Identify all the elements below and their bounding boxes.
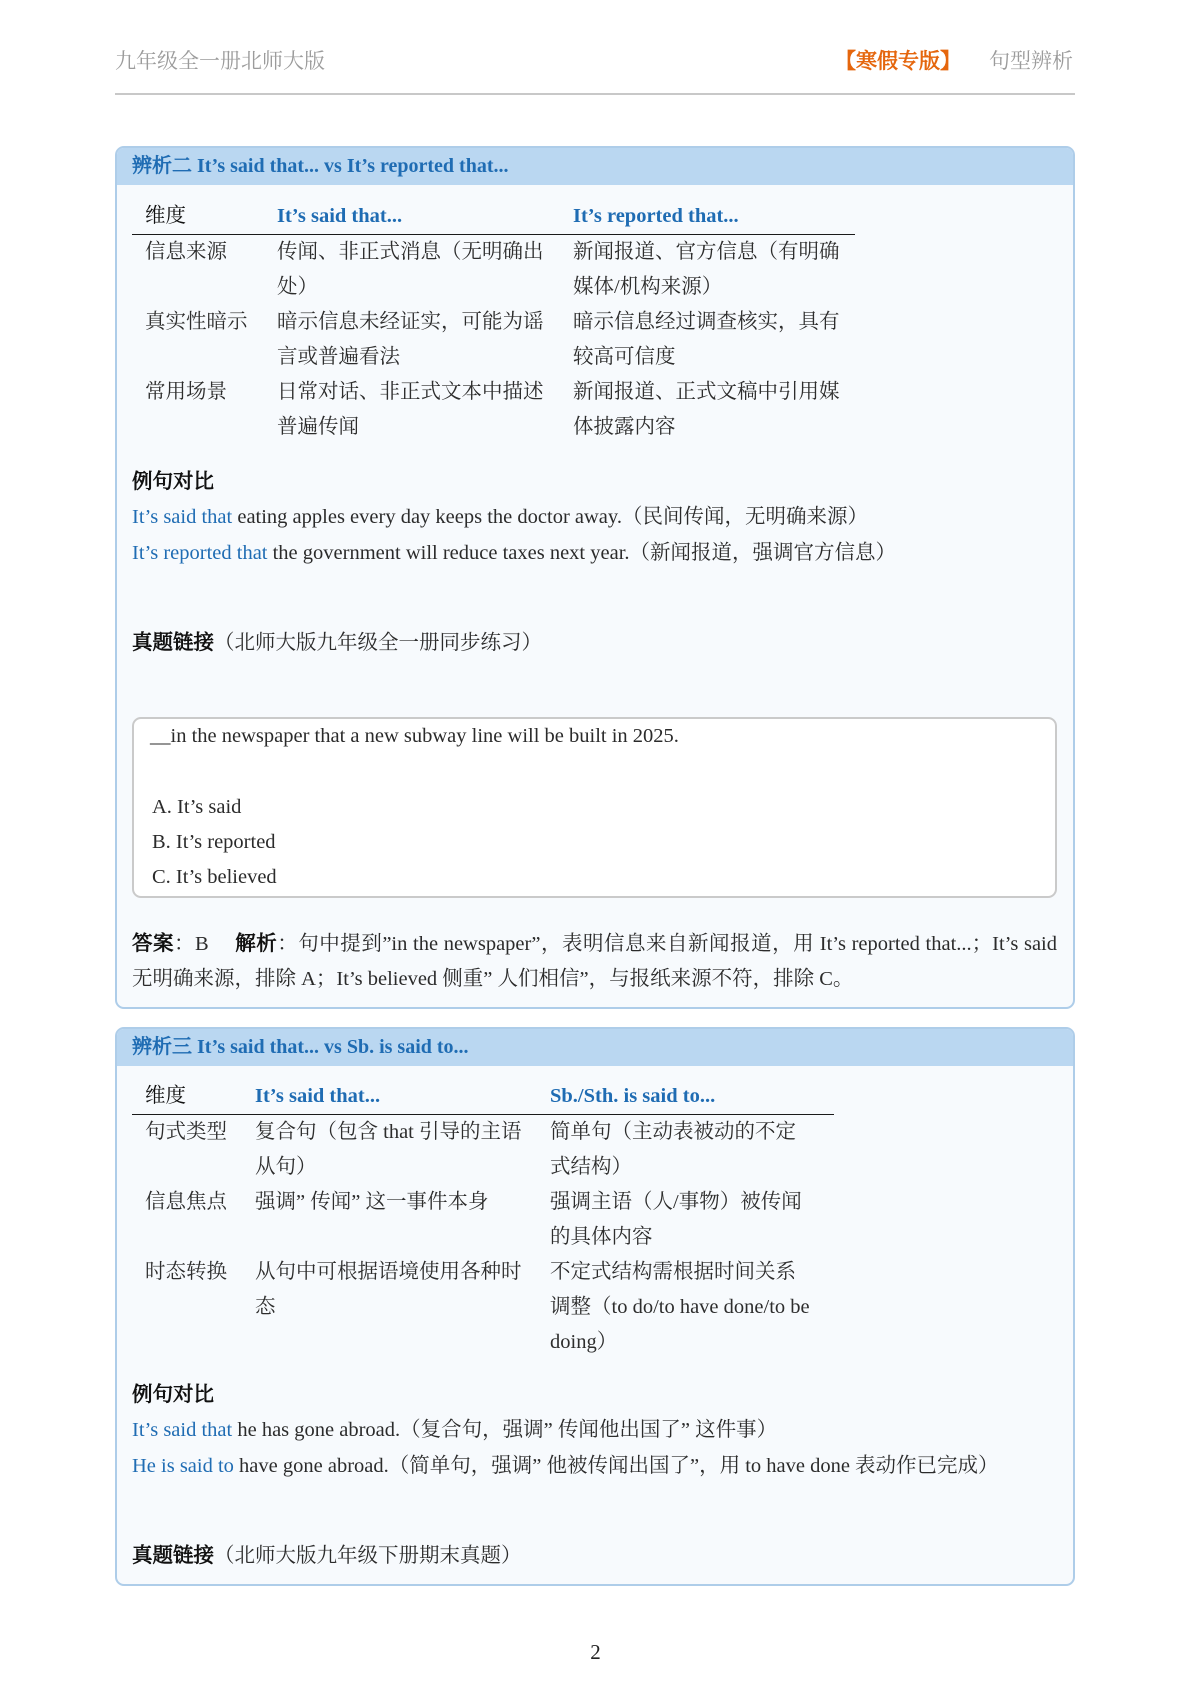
table-cell: 暗示信息未经证实，可能为谣言或普遍看法 [277, 311, 544, 368]
box-title: 辨析三 It’s said that... vs Sb. is said to... [132, 1036, 469, 1058]
book-title: 九年级全一册北师大版 [115, 49, 325, 73]
answer-explanation [132, 927, 1057, 997]
analysis-text: ：句中提到”in the newspaper”，表明信息来自新闻报道，用 It’s reported that...；It’s said 无明确来源，排除 A；It’s believed 侧重” 人们相信”，与报纸来源不符，排除 C。 [132, 933, 1057, 990]
answer-value: ：B [174, 933, 209, 955]
box-title-band [117, 1029, 1073, 1066]
box-title: 辨析二 It’s said that... vs It’s reported that... [132, 155, 509, 177]
table-header-col3: Sb./Sth. is said to... [550, 1080, 834, 1115]
table-header-col2: It’s said that... [277, 200, 573, 235]
table-header-col2: It’s said that... [255, 1080, 550, 1115]
table-header-dimension: 维度 [132, 1080, 255, 1115]
analysis-box-2 [115, 146, 1075, 1009]
example-sentence [132, 1413, 999, 1449]
example-text: the government will reduce taxes next year.（新闻报道，强调官方信息） [267, 541, 897, 564]
section-name: 句型辨析 [989, 49, 1073, 73]
table-cell: 强调主语（人/事物）被传闻的具体内容 [550, 1191, 802, 1248]
table-cell: 强调” 传闻” 这一事件本身 [255, 1191, 489, 1213]
examples-heading: 例句对比 [132, 471, 214, 493]
analysis-box-3 [115, 1027, 1075, 1586]
example-sentence [132, 1449, 999, 1485]
table-cell: 新闻报道、官方信息（有明确媒体/机构来源） [573, 241, 840, 298]
table-cell-dimension: 信息焦点 [145, 1191, 227, 1213]
example-key-phrase: It’s said that [132, 1419, 233, 1441]
table-cell: 暗示信息经过调查核实，具有较高可信度 [573, 311, 840, 368]
exam-link [132, 626, 542, 661]
exam-link-label: 真题链接 [132, 1545, 214, 1567]
question-options [152, 790, 277, 895]
table-cell-dimension: 常用场景 [145, 381, 227, 403]
example-sentence [132, 500, 896, 536]
example-key-phrase: He is said to [132, 1454, 234, 1477]
example-key-phrase: It’s reported that [132, 541, 268, 564]
exam-link-label: 真题链接 [132, 632, 214, 654]
comparison-table [132, 200, 855, 445]
table-cell: 日常对话、非正式文本中描述普遍传闻 [277, 381, 544, 438]
option-b: B. It’s reported [152, 831, 276, 853]
exam-link-source: （北师大版九年级全一册同步练习） [214, 632, 542, 654]
table-cell-dimension: 真实性暗示 [145, 311, 248, 333]
example-sentences [132, 1413, 999, 1484]
table-cell-dimension: 信息来源 [145, 241, 227, 263]
exam-link-source: （北师大版九年级下册期末真题） [214, 1545, 522, 1567]
table-cell-dimension: 句式类型 [145, 1121, 227, 1143]
table-cell: 不定式结构需根据时间关系调整（to do/to have done/to be doing） [550, 1261, 810, 1353]
table-cell: 从句中可根据语境使用各种时态 [255, 1261, 522, 1318]
header-divider [115, 93, 1075, 95]
example-key-phrase: It’s said that [132, 506, 233, 528]
question-stem: __in the newspaper that a new subway line will be built in 2025. [150, 725, 679, 747]
exam-link [132, 1539, 522, 1574]
comparison-table [132, 1080, 834, 1360]
example-text: he has gone abroad.（复合句，强调” 传闻他出国了” 这件事） [232, 1419, 778, 1441]
example-sentences [132, 500, 896, 571]
page-number: 2 [590, 1640, 601, 1664]
question-card [132, 717, 1057, 898]
option-a: A. It’s said [152, 796, 242, 818]
table-header-dimension: 维度 [132, 200, 277, 235]
example-text: eating apples every day keeps the doctor away.（民间传闻，无明确来源） [232, 506, 868, 528]
example-sentence [132, 536, 896, 572]
box-title-band [117, 148, 1073, 185]
option-c: C. It’s believed [152, 866, 277, 888]
table-cell-dimension: 时态转换 [145, 1261, 227, 1283]
table-cell: 简单句（主动表被动的不定式结构） [550, 1121, 796, 1178]
answer-label: 答案 [132, 933, 175, 955]
edition-badge: 【寒假专版】 [835, 49, 961, 73]
examples-heading: 例句对比 [132, 1384, 214, 1406]
example-text: have gone abroad.（简单句，强调” 他被传闻出国了”，用 to have done 表动作已完成） [233, 1454, 999, 1477]
table-cell: 新闻报道、正式文稿中引用媒体披露内容 [573, 381, 840, 438]
table-cell: 复合句（包含 that 引导的主语从句） [255, 1121, 522, 1178]
table-header-col3: It’s reported that... [573, 200, 855, 235]
table-cell: 传闻、非正式消息（无明确出处） [277, 241, 544, 298]
analysis-label: 解析 [234, 933, 278, 955]
